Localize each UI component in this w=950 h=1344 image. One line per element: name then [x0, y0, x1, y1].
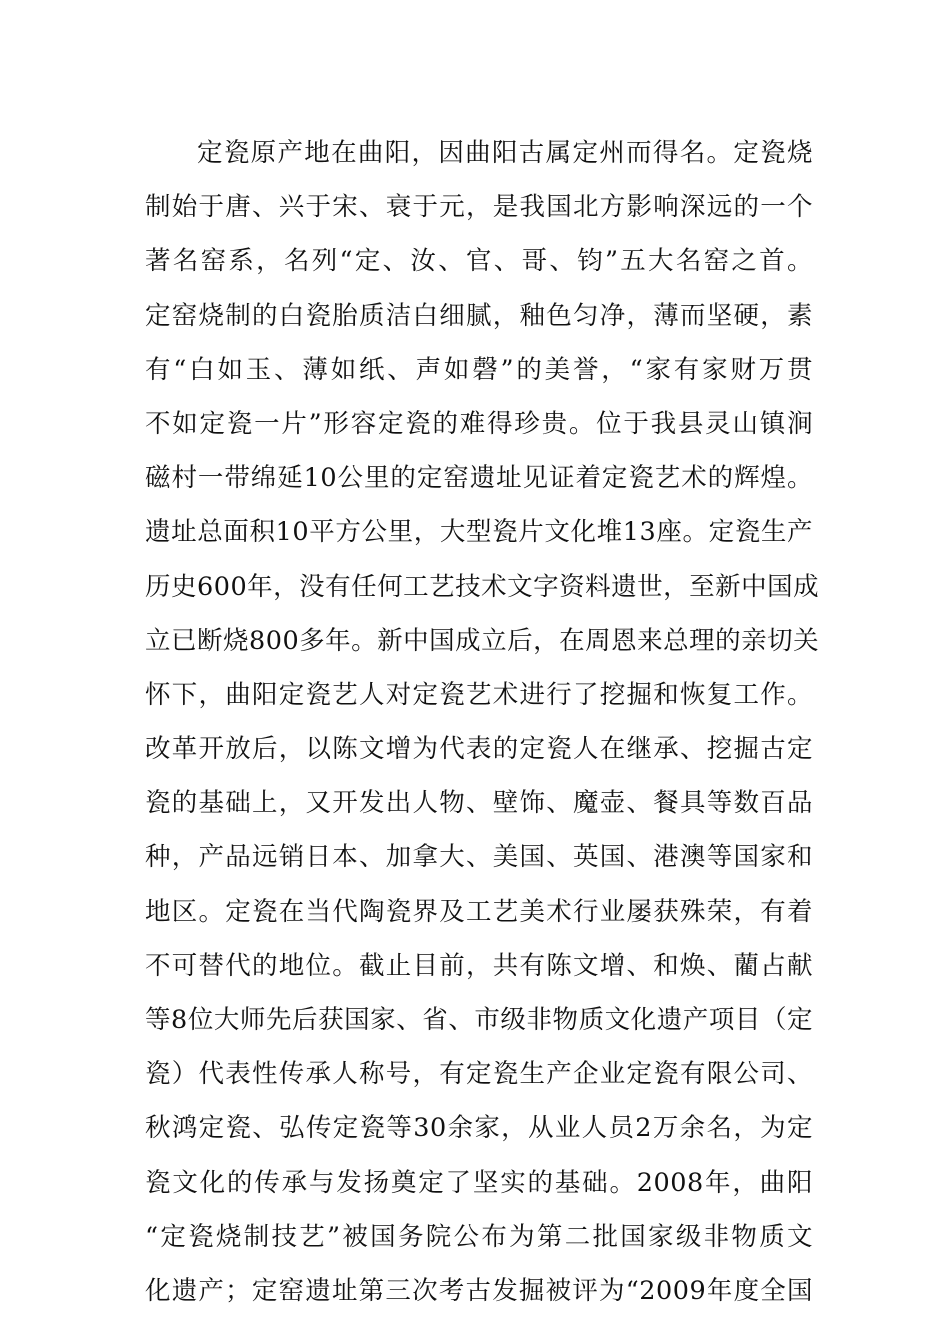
- paragraph-line: 历史600年，没有任何工艺技术文字资料遗世，至新中国成: [145, 571, 820, 602]
- paragraph-line: 地区。定瓷在当代陶瓷界及工艺美术行业屡获殊荣，有着: [145, 896, 813, 927]
- paragraph-line: 磁村一带绵延10公里的定窑遗址见证着定瓷艺术的辉煌。: [145, 463, 813, 494]
- paragraph-line: 种，产品远销日本、加拿大、美国、英国、港澳等国家和: [145, 842, 813, 873]
- paragraph-line: 瓷文化的传承与发扬奠定了坚实的基础。2008年，曲阳: [145, 1167, 813, 1198]
- body-paragraph: [145, 133, 820, 1325]
- paragraph-line: 怀下，曲阳定瓷艺人对定瓷艺术进行了挖掘和恢复工作。: [145, 679, 813, 710]
- paragraph-line: 制始于唐、兴于宋、衰于元，是我国北方影响深远的一个: [145, 192, 813, 223]
- paragraph-line: “定瓷烧制技艺”被国务院公布为第二批国家级非物质文: [145, 1221, 813, 1252]
- paragraph-line: 不可替代的地位。截止目前，共有陈文增、和焕、藺占献: [145, 950, 813, 981]
- paragraph-line: 定瓷原产地在曲阳，因曲阳古属定州而得名。定瓷烧: [197, 138, 813, 168]
- paragraph-line: 遗址总面积10平方公里，大型瓷片文化堆13座。定瓷生产: [145, 517, 813, 548]
- paragraph-line: 瓷）代表性传承人称号，有定瓷生产企业定瓷有限公司、: [145, 1059, 813, 1090]
- paragraph-line: 不如定瓷一片”形容定瓷的难得珍贵。位于我县灵山镇涧: [145, 408, 813, 439]
- paragraph-line: 定窑烧制的白瓷胎质洁白细腻，釉色匀净，薄而坚硬，素: [145, 300, 813, 331]
- paragraph-line: 瓷的基础上，又开发出人物、壁饰、魔壶、餐具等数百品: [145, 788, 813, 819]
- paragraph-line: 改革开放后，以陈文增为代表的定瓷人在继承、挖掘古定: [145, 734, 813, 765]
- paragraph-line: 化遗产；定窑遗址第三次考古发掘被评为“2009年度全国: [145, 1275, 813, 1306]
- paragraph-line: 立已断烧800多年。新中国成立后，在周恩来总理的亲切关: [145, 625, 820, 656]
- paragraph-line: 著名窑系，名列“定、汝、官、哥、钧”五大名窑之首。: [145, 246, 813, 277]
- paragraph-line: 有“白如玉、薄如纸、声如磬”的美誉，“家有家财万贯: [145, 354, 813, 385]
- paragraph-line: 秋鸿定瓷、弘传定瓷等30余家，从业人员2万余名，为定: [145, 1113, 813, 1144]
- paragraph-line: 等8位大师先后获国家、省、市级非物质文化遗产项目（定: [145, 1005, 813, 1035]
